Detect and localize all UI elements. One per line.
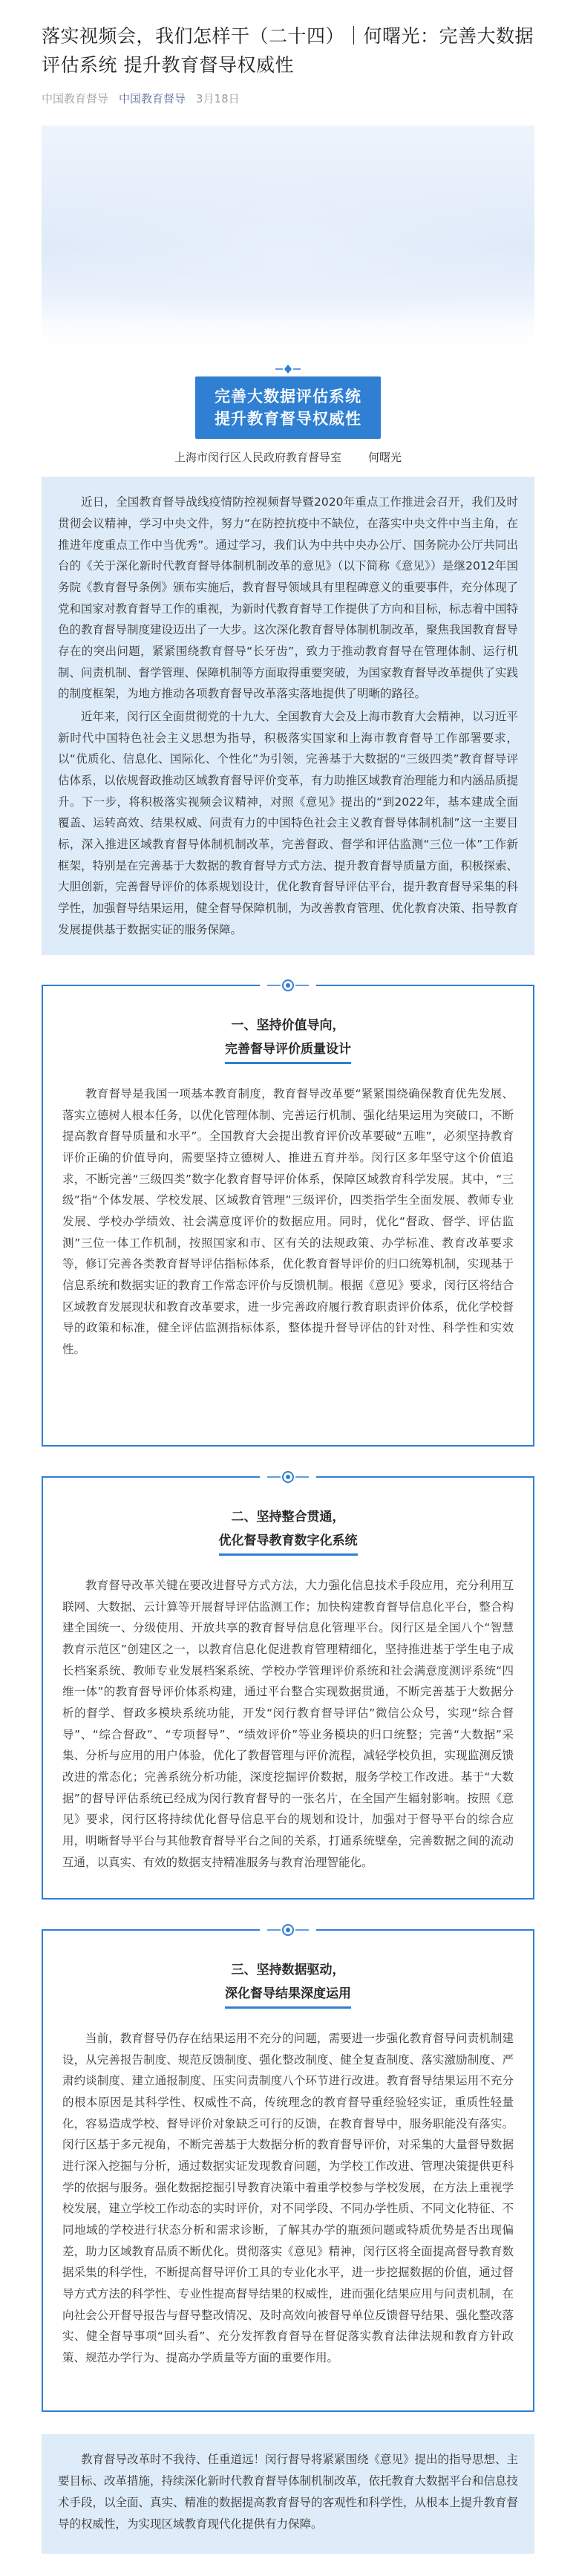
banner-fade — [42, 296, 534, 348]
ornament-icon — [275, 365, 301, 374]
author-org: 上海市闵行区人民政府教育督导室 — [174, 451, 341, 465]
author-name: 何曙光 — [368, 451, 402, 465]
account-name-link[interactable]: 中国教育督导 — [119, 91, 186, 105]
section-3-heading — [62, 1960, 514, 2008]
article-title: 落实视频会，我们怎样干（二十四）｜何曙光：完善大数据评估系统 提升教育督导权威性 — [42, 25, 534, 76]
section-1 — [42, 985, 534, 1447]
banner-glow — [42, 155, 534, 319]
section-1-body: 教育督导是我国一项基本教育制度，教育督导改革要“紧紧围绕确保教育优先发展、落实立德树人根本任务，以优化管理体制、完善运行机制、强化结果运用为突破口，不断提高教育督导质量和水平”。全国教育大会提出教育评价改革要破“五唯”，必须坚持教育评价正确的价值导向，需要坚持立德树人、推进五育并举。闵行区多年坚守这个价值追求，不断完善“三级四类”数字化教育督导评价体系，保障区域教育科学发展。其中，“三级”指“个体发展、学校发展、区域教育管理”三级评价，四类指学生全面发展、教师专业发展、学校办学绩效、社会满意度评价的数据应用。同时，优化“督政、督学、评估监测”三位一体工作机制，按照国家和市、区有关的法规政策、办学标准、教育改革要求等，修订完善各类教育督导评估指标体系，优化教育督导评价的归口统筹机制，实现基于信息系统和数据实证的教育工作常态评价与反馈机制。根据《意见》要求，闵行区将结合区域教育发展现状和教育改革要求，进一步完善政府履行教育职责评价体系，优化学校督导的政策和标准，健全评估监测指标体系，整体提升督导评估的针对性、科学性和实效性。 — [62, 1086, 514, 1356]
intro-paragraph-2: 近年来，闵行区全面贯彻党的十九大、全国教育大会及上海市教育大会精神，以习近平新时代中国特色社会主义思想为指导，积极落实国家和上海市教育督导工作部署要求，以“优质化、信息化、国际化、个性化”为引领，完善基于大数据的“三级四类”教育督导评估体系，以依规督政推动区域教育督导评价变革，有力助推区域教育治理能力和内涵品质提升。下一步，将积极落实视频会议精神，对照《意见》提出的“到2022年，基本建成全面覆盖、运转高效、结果权威、问责有力的中国特色社会主义教育督导体制机制”这一主要目标，深入推进区域教育督导体制机制改革，完善督政、督学和评估监测“三位一体”工作新框架，特别是在完善基于大数据的教育督导方式方法、提升教育督导质量方面，积极探索、大胆创新，完善督导评价的体系规划设计，优化教育督导评估平台，提升教育督导采集的科学性，加强督导结果运用，健全督导保障机制，为改善教育管理、优化教育决策、指导教育发展提供基于数据实证的服务保障。 — [58, 710, 519, 936]
closing-paragraph: 教育督导改革时不我待、任重道远！闵行督导将紧紧围绕《意见》提出的指导思想、主要目标、改革措施，持续深化新时代教育督导体制机制改革，依托教育大数据平台和信息技术手段，以全面、真实、精准的数据提高教育督导的客观性和科学性，从根本上提升教育督导的权威性，为实现区域教育现代化提供有力保障。 — [58, 2453, 519, 2531]
article-meta — [42, 91, 534, 106]
section-2 — [42, 1476, 534, 1900]
section-ornament-icon — [260, 978, 316, 993]
section-2-heading — [62, 1507, 514, 1555]
closing-panel — [42, 2434, 534, 2554]
section-3-subtitle: 深化督导结果深度运用 — [225, 1984, 351, 2009]
hero-block — [42, 365, 534, 466]
section-ornament-icon — [260, 1470, 316, 1484]
article-source: 中国教育督导 — [42, 91, 109, 105]
header-banner-image — [42, 125, 534, 348]
hero-title-line2: 提升教育督导权威性 — [215, 409, 361, 428]
section-2-title: 二、坚持整合贯通， — [231, 1510, 345, 1525]
section-1-subtitle: 完善督导评价质量设计 — [225, 1040, 351, 1064]
section-1-title: 一、坚持价值导向， — [231, 1018, 345, 1034]
section-3-body: 当前，教育督导仍存在结果运用不充分的问题，需要进一步强化教育督导问责机制建设，从完善报告制度、规范反馈制度、强化整改制度、健全复查制度、落实激励制度、严肃约谈制度、建立通报制度、压实问责制度八个环节进行改进。教育督导结果运用不充分的根本原因是其科学性、权威性不高，传统理念的教育督导重经验轻实证，重质性轻量化，容易造成学校、督导评价对象缺乏可行的反馈，在教育督导中，服务职能没有落实。闵行区基于多元视角，不断完善基于大数据分析的教育督导评价，对采集的大量督导数据进行深入挖掘与分析，通过数据实证发现教育问题，为学校工作改进、管理决策提供更科学的依据与服务。强化数据挖掘引导教育决策中着重学校参与学校发展，在方法上重视学校发展，建立学校工作动态的实时评价，对不同学段、不同办学性质、不同文化特征、不同地域的学校进行状态分析和需求诊断，了解其办学的瓶颈问题或特质优势是否出现偏差，助力区域教育品质不断优化。贯彻落实《意见》精神，闵行区将全面提高督导教育数据采集的科学性，不断提高督导评价工具的专业化水平，进一步挖掘数据的价值，通过督导方式方法的科学性、专业性提高督导结果的权威性，进而强化结果应用与问责机制，在向社会公开督导报告与督导整改情况、及时高效向被督导单位反馈督导结果、强化整改落实、健全督导事项“回头看”、充分发挥教育督导在督促落实教育法律法规和教育方针政策、规范办学行为、提高办学质量等方面的重要作用。 — [62, 2031, 514, 2364]
section-3 — [42, 1929, 534, 2412]
section-2-subtitle: 优化督导教育数字化系统 — [219, 1531, 358, 1556]
section-2-body: 教育督导改革关键在要改进督导方式方法，大力强化信息技术手段应用，充分利用互联网、大数据、云计算等开展督导评估监测工作；加快构建教育督导信息化平台，整合构建全国统一、分级使用、开放共享的教育督导信息化管理平台。闵行区是全国八个“智慧教育示范区”创建区之一，以教育信息化促进教育管理精细化，坚持推进基于学生电子成长档案系统、教师专业发展档案系统、学校办学管理评价系统和社会满意度测评系统“四维一体”的教育督导评价体系构建，通过平台整合实现数据贯通，不断完善基于大数据分析的督学、督政多模块系统功能，开发“闵行教育督导评估”微信公众号，实现“综合督导”、“综合督政”、“专项督导”、“绩效评价”等业务模块的归口统整；完善“大数据”采集、分析与应用的用户体验，优化了教督管理与评价流程，减轻学校负担，实现监测反馈改进的常态化；完善系统分析功能，深度挖掘评价数据，服务学校工作改进。基于“大数据”的督导评估系统已经成为闵行教育督导的一张名片，在全国产生辐射影响。按照《意见》要求，闵行区将持续优化督导信息平台的规划和设计，加强对于督导平台的综合应用，明晰督导平台与其他教育督导平台之间的关系，打通系统壁垒，完善数据之间的流动互通，以真实、有效的数据支持精准服务与教育治理智能化。 — [62, 1578, 514, 1869]
hero-title-box — [195, 376, 381, 440]
byline — [42, 449, 534, 465]
publish-date: 3月18日 — [196, 91, 240, 105]
hero-title-line1: 完善大数据评估系统 — [215, 387, 361, 405]
intro-panel — [42, 477, 534, 955]
section-1-heading — [62, 1016, 514, 1063]
section-3-title: 三、坚持数据驱动， — [231, 1963, 345, 1978]
section-ornament-icon — [260, 1923, 316, 1937]
intro-paragraph-1: 近日，全国教育督导战线疫情防控视频督导暨2020年重点工作推进会召开，我们及时贯彻会议精神，学习中央文件，努力“在防控抗疫中不缺位，在落实中央文件中当主角，在推进年度重点工作中当优秀”。通过学习，我们认为中共中央办公厅、国务院办公厅共同出台的《关于深化新时代教育督导体制机制改革的意见》（以下简称《意见》）是继2012年国务院《教育督导条例》颁布实施后，教育督导领域具有里程碑意义的重要事件，充分体现了党和国家对教育督导工作的重视，为新时代教育督导工作提供了方向和目标，标志着中国特色的教育督导制度建设迈出了一大步。这次深化教育督导体制机制改革，聚焦我国教育督导存在的突出问题，紧紧围绕教育督导“长牙齿”，致力于推动教育督导在管理体制、运行机制、问责机制、督学管理、保障机制等方面取得重要突破，为国家教育督导改革提供了实践的制度框架，为地方推动各项教育督导改革落实落地提供了明晰的路径。 — [58, 495, 519, 701]
